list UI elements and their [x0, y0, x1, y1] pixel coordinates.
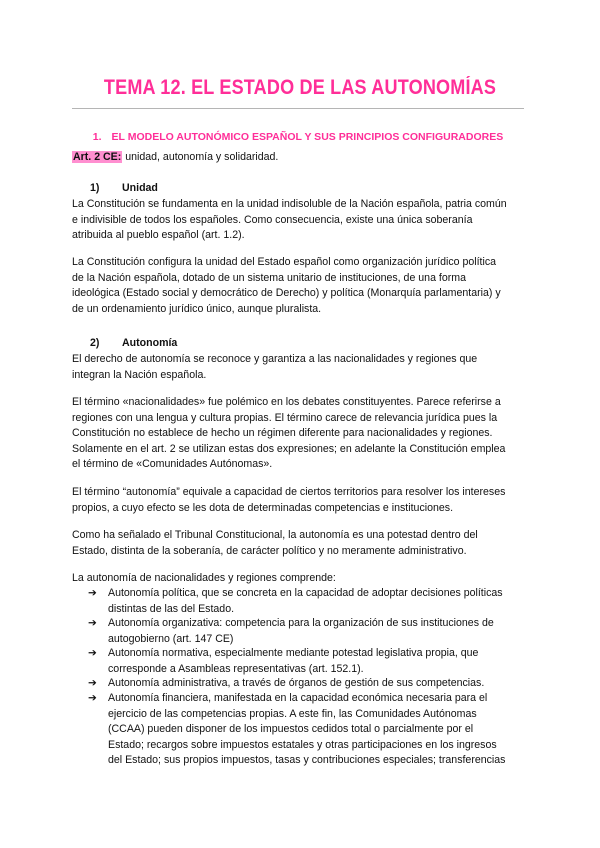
page-title: TEMA 12. EL ESTADO DE LAS AUTONOMÍAS [103, 76, 497, 99]
text-line: del Estado; sus propios impuestos, tasas y contribuciones especiales; transferencias [108, 754, 506, 766]
list-intro: La autonomía de nacionalidades y regiones comprende: [72, 572, 336, 584]
text-line: el término de «Comunidades Autónomas». [72, 458, 273, 470]
paragraph-unidad-1 [72, 197, 507, 244]
text-line: El término “autonomía” equivale a capacidad de ciertos territorios para resolver los intereses [72, 486, 506, 498]
arrow-bullet-icon: ➔ [88, 587, 97, 599]
text-line: propios, a cuyo efecto se les dota de determinadas competencias e instituciones. [72, 501, 454, 514]
subheading-autonomia [90, 337, 177, 349]
text-line: Estado, distinta de la soberanía, de carácter político y no meramente administrativo. [72, 544, 467, 557]
paragraph-autonomia-2 [72, 395, 505, 473]
art2-text: unidad, autonomía y solidaridad. [122, 151, 279, 163]
text-line: La Constitución configura la unidad del Estado español como organización jurídico política [72, 256, 497, 268]
text-line: autogobierno (art. 147 CE) [108, 632, 234, 645]
text-line: Constitución no establece de hecho un régimen diferente para nacionalidades y regiones. [72, 427, 493, 439]
article-reference-highlight: Art. 2 CE: [73, 151, 122, 163]
subheading-label: Unidad [122, 182, 158, 194]
paragraph-unidad-2 [72, 255, 501, 317]
text-line: e indivisible de todos los españoles. Como consecuencia, existe una única soberanía [72, 213, 473, 226]
text-line: Autonomía política, que se concreta en la capacidad de adoptar decisiones políticas [108, 587, 503, 599]
text-line: El derecho de autonomía se reconoce y garantiza a las nacionalidades y regiones que [72, 353, 478, 365]
text-line: de la Nación española, dotado de un sistema unitario de instituciones, de una forma [72, 271, 466, 284]
art2-line [72, 150, 278, 166]
paragraph-autonomia-1 [72, 352, 477, 383]
arrow-bullet-icon: ➔ [88, 647, 97, 659]
text-line: corresponde a Asambleas representativas (art. 152.1). [108, 662, 364, 675]
text-line: Autonomía financiera, manifestada en la capacidad económica necesaria para el [108, 692, 488, 704]
text-line: atribuida al pueblo español (art. 1.2). [72, 229, 245, 241]
text-line: Estado; recargos sobre impuestos estatales y otras participaciones en los ingresos [108, 738, 497, 751]
text-line: ideológica (Estado social y democrático de Derecho) y política (Monarquía parlamentaria) y [72, 287, 501, 299]
arrow-bullet-icon: ➔ [88, 677, 97, 689]
arrow-bullet-icon: ➔ [88, 692, 97, 704]
subheading-unidad [90, 182, 158, 194]
section-label: EL MODELO AUTONÓMICO ESPAÑOL Y SUS PRINCIPIOS CONFIGURADORES [111, 131, 504, 143]
text-line: Autonomía organizativa: competencia para la organización de sus instituciones de [108, 617, 494, 629]
text-line: Como ha señalado el Tribunal Constitucional, la autonomía es una potestad dentro del [72, 529, 478, 541]
text-line: Solamente en el art. 2 se utilizan estas dos expresiones; en adelante la Constitución emplea [72, 442, 506, 455]
text-line: (CCAA) pueden disponer de los impuestos cedidos total o parcialmente por el [108, 723, 474, 735]
text-line: Autonomía administrativa, a través de órganos de gestión de sus competencias. [108, 677, 485, 689]
subheading-number: 1) [90, 182, 100, 194]
section-heading [72, 131, 524, 143]
text-line: ejercicio de las competencias propias. A este fin, las Comunidades Autónomas [108, 707, 477, 720]
paragraph-autonomia-4 [72, 528, 478, 559]
title-divider [72, 108, 524, 109]
section-number: 1. [92, 131, 102, 143]
subheading-number: 2) [90, 337, 100, 349]
arrow-bullet-icon: ➔ [88, 617, 97, 629]
text-line: distintas de las del Estado. [108, 602, 235, 615]
text-line: El término «nacionalidades» fue polémico en los debates constituyentes. Parece referirse a [72, 396, 501, 408]
text-line: La Constitución se fundamenta en la unidad indisoluble de la Nación española, patria común [72, 198, 507, 210]
subheading-label: Autonomía [122, 337, 178, 349]
text-line: de un ordenamiento jurídico único, aunque pluralista. [72, 302, 322, 315]
paragraph-autonomia-3 [72, 485, 505, 516]
text-line: regiones con una lengua y cultura propias. El término carece de relevancia jurídica pues la [72, 411, 498, 424]
text-line: Autonomía normativa, especialmente mediante potestad legislativa propia, que [108, 647, 479, 659]
text-line: integran la Nación española. [72, 368, 207, 381]
